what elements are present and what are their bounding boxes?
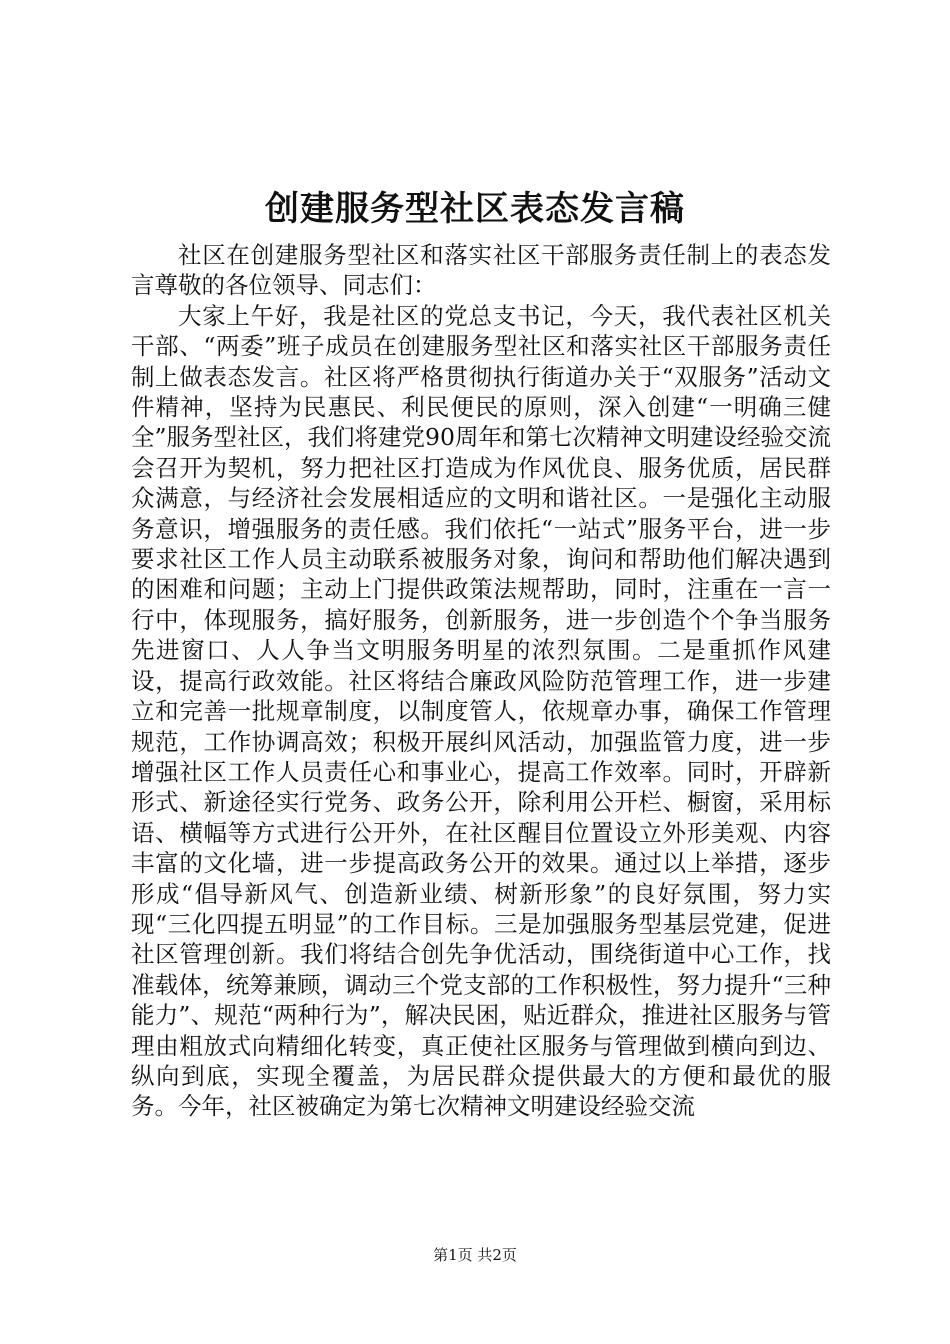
document-body [131,240,831,1122]
paragraph-intro: 社区在创建服务型社区和落实社区干部服务责任制上的表态发言尊敬的各位领导、同志们： [131,241,831,300]
paragraph-main: 大家上午好，我是社区的党总支书记，今天，我代表社区机关干部、“两委”班子成员在创建服务型社区和落实社区干部服务责任制上做表态发言。社区将严格贯彻执行街道办关于“双服务”活动文件精神，坚持为民惠民、利民便民的原则，深入创建“一明确三健全”服务型社区，我们将建党90周年和第七次精神文明建设经验交流会召开为契机，努力把社区打造成为作风优良、服务优质，居民群众满意，与经济社会发展相适应的文明和谐社区。一是强化主动服务意识，增强服务的责任感。我们依托“一站式”服务平台，进一步要求社区工作人员主动联系被服务对象，询问和帮助他们解决遇到的困难和问题；主动上门提供政策法规帮助，同时，注重在一言一行中，体现服务，搞好服务，创新服务，进一步创造个个争当服务先进窗口、人人争当文明服务明星的浓烈氛围。二是重抓作风建设，提高行政效能。社区将结合廉政风险防范管理工作，进一步建立和完善一批规章制度，以制度管人，依规章办事，确保工作管理规范，工作协调高效；积极开展纠风活动，加强监管力度，进一步增强社区工作人员责任心和事业心，提高工作效率。同时，开辟新形式、新途径实行党务、政务公开，除利用公开栏、橱窗，采用标语、横幅等方式进行公开外，在社区醒目位置设立外形美观、内容丰富的文化墙，进一步提高政务公开的效果。通过以上举措，逐步形成“倡导新风气、创造新业绩、树新形象”的良好氛围，努力实现“三化四提五明显”的工作目标。三是加强服务型基层党建，促进社区管理创新。我们将结合创先争优活动，围绕街道中心工作，找准载体，统筹兼顾，调动三个党支部的工作积极性，努力提升“三种能力”、规范“两种行为”，解决民困，贴近群众，推进社区服务与管理由粗放式向精细化转变，真正使社区服务与管理做到横向到边、纵向到底，实现全覆盖，为居民群众提供最大的方便和最优的服务。今年，社区被确定为第七次精神文明建设经验交流 [131,301,831,1121]
page-footer: 第1页 共2页 [433,1246,517,1264]
document-title: 创建服务型社区表态发言稿 [265,189,685,229]
